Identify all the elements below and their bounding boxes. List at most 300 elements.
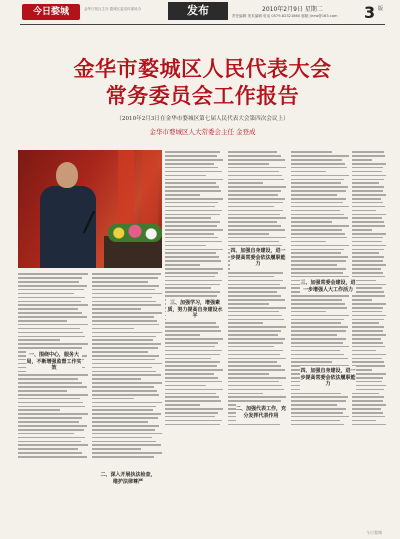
text-line: [165, 381, 222, 383]
text-line: [18, 421, 79, 423]
text-line: [228, 241, 279, 243]
text-line: [291, 295, 349, 297]
text-line: [18, 429, 84, 431]
text-line: [291, 237, 347, 239]
text-line: [291, 217, 348, 219]
text-line: [92, 273, 161, 275]
text-line: [18, 277, 82, 279]
text-line: [165, 416, 215, 418]
text-line: [165, 342, 218, 344]
text-line: [165, 194, 200, 196]
text-line: [92, 308, 141, 310]
text-line: [352, 202, 383, 204]
text-line: [352, 206, 385, 208]
text-line: [228, 319, 284, 321]
text-line: [228, 225, 281, 227]
text-line: [352, 393, 379, 395]
text-line: [18, 413, 88, 415]
text-line: [228, 272, 283, 274]
text-line: [228, 361, 277, 363]
text-line: [352, 315, 386, 317]
text-line: [165, 326, 219, 328]
text-line: [291, 233, 345, 235]
text-line: [92, 351, 148, 353]
text-line: [165, 171, 222, 173]
text-line: [165, 420, 222, 422]
text-line: [228, 291, 277, 293]
text-line: [165, 206, 215, 208]
text-line: [165, 202, 218, 204]
text-line: [18, 448, 78, 450]
text-line: [352, 385, 386, 387]
text-line: [352, 284, 386, 286]
text-line: [165, 245, 206, 247]
text-line: [291, 229, 342, 231]
title-line-1: 金华市婺城区人民代表大会: [73, 56, 332, 81]
text-line: [291, 303, 345, 305]
text-line: [165, 280, 222, 282]
text-line: [165, 167, 218, 169]
text-line: [165, 241, 222, 243]
text-line: [92, 448, 141, 450]
text-line: [291, 155, 349, 157]
text-line: [291, 416, 349, 418]
logo-subtitle: 金华日报社主办 婺城区委宣传部协办: [84, 7, 142, 11]
text-line: [291, 361, 332, 363]
text-line: [165, 159, 223, 161]
text-line: [352, 260, 383, 262]
text-line: [352, 249, 384, 251]
text-line: [291, 424, 344, 426]
text-line: [228, 182, 263, 184]
text-line: [291, 202, 343, 204]
text-line: [18, 437, 85, 439]
text-line: [18, 409, 60, 411]
text-line: [165, 284, 220, 286]
text-line: [92, 441, 156, 443]
text-line: [352, 303, 386, 305]
text-line: [92, 433, 162, 435]
subhead-7: 四、加强自身建设，进一步提高常委会依法履职能力: [300, 366, 356, 390]
text-line: [352, 268, 381, 270]
text-line: [352, 319, 384, 321]
text-line: [92, 304, 161, 306]
text-line: [228, 311, 279, 313]
text-line: [92, 421, 148, 423]
text-line: [165, 260, 221, 262]
text-line: [228, 295, 281, 297]
issue-date: 2010年2月9日 星期二: [262, 6, 323, 13]
text-line: [165, 179, 223, 181]
text-line: [165, 365, 217, 367]
text-line: [352, 252, 379, 254]
text-line: [291, 350, 340, 352]
text-line: [291, 420, 340, 422]
text-line: [18, 425, 87, 427]
text-line: [18, 382, 82, 384]
text-line: [291, 311, 326, 313]
text-line: [352, 241, 382, 243]
text-line: [165, 361, 220, 363]
text-line: [228, 381, 279, 383]
text-line: [18, 289, 84, 291]
text-line: [352, 311, 382, 313]
text-line: [352, 424, 386, 426]
text-line: [165, 155, 217, 157]
text-line: [18, 339, 60, 341]
text-line: [228, 167, 286, 169]
text-line: [165, 404, 200, 406]
header-meta: 责任编辑 美术编辑 电话 0579-82321860 邮箱 jinrw@163.com: [232, 14, 338, 18]
text-line: [92, 386, 154, 388]
text-line: [228, 322, 263, 324]
text-line: [92, 363, 162, 365]
text-line: [92, 289, 155, 291]
text-line: [352, 245, 386, 247]
text-line: [291, 272, 343, 274]
text-line: [352, 396, 384, 398]
text-line: [165, 264, 200, 266]
text-line: [291, 190, 346, 192]
text-line: [92, 312, 162, 314]
text-line: [291, 206, 349, 208]
text-column-5: [352, 150, 386, 522]
text-line: [352, 256, 384, 258]
subhead-4: 四、加强自身建设，进一步提高常委会依法履职能力: [230, 246, 286, 270]
text-line: [291, 346, 349, 348]
text-line: [165, 182, 216, 184]
text-line: [228, 284, 280, 286]
text-line: [18, 343, 88, 345]
text-line: [352, 186, 384, 188]
text-line: [92, 324, 159, 326]
text-line: [352, 175, 386, 177]
text-line: [352, 334, 386, 336]
text-line: [228, 171, 279, 173]
text-line: [228, 198, 285, 200]
text-line: [18, 378, 78, 380]
text-line: [228, 369, 285, 371]
text-line: [228, 221, 277, 223]
text-line: [165, 175, 206, 177]
text-line: [352, 342, 383, 344]
text-line: [228, 342, 283, 344]
text-line: [291, 264, 337, 266]
text-line: [18, 406, 85, 408]
text-line: [92, 437, 152, 439]
text-line: [18, 301, 81, 303]
text-line: [228, 350, 283, 352]
text-line: [92, 355, 159, 357]
text-line: [228, 280, 283, 282]
text-line: [352, 299, 372, 301]
subhead-1: 一、围绕中心，服务大局，不断增强监督工作实效: [26, 350, 82, 374]
text-line: [228, 303, 269, 305]
text-line: [92, 413, 161, 415]
text-line: [352, 350, 376, 352]
text-line: [228, 354, 280, 356]
text-line: [92, 406, 156, 408]
text-line: [352, 346, 385, 348]
text-line: [352, 416, 385, 418]
text-line: [352, 276, 385, 278]
text-line: [165, 198, 223, 200]
text-line: [352, 330, 383, 332]
text-line: [228, 330, 281, 332]
page-number: 3: [364, 3, 376, 22]
text-line: [291, 307, 347, 309]
text-line: [352, 365, 385, 367]
text-line: [291, 319, 344, 321]
text-line: [92, 382, 162, 384]
text-line: [352, 338, 381, 340]
text-line: [165, 393, 216, 395]
text-line: [228, 179, 284, 181]
article-subtitle: （2010年2月3日在金华市婺城区第七届人民代表大会第四次会议上）: [116, 116, 289, 122]
text-line: [291, 330, 346, 332]
text-line: [291, 198, 346, 200]
text-line: [352, 229, 372, 231]
text-line: [352, 179, 384, 181]
text-line: [18, 273, 88, 275]
text-line: [291, 221, 332, 223]
text-line: [165, 237, 218, 239]
text-line: [352, 182, 379, 184]
text-line: [228, 237, 286, 239]
text-line: [228, 389, 284, 391]
text-line: [291, 179, 344, 181]
text-line: [165, 276, 215, 278]
text-line: [291, 163, 345, 165]
text-line: [352, 237, 383, 239]
logo-text: 今日婺城: [32, 7, 69, 17]
text-line: [92, 444, 161, 446]
text-line: [165, 377, 218, 379]
text-line: [228, 334, 278, 336]
text-line: [18, 444, 88, 446]
text-line: [228, 424, 280, 426]
text-line: [352, 264, 386, 266]
text-line: [291, 182, 341, 184]
text-column-3: [228, 150, 286, 522]
text-line: [228, 338, 285, 340]
text-line: [228, 210, 283, 212]
text-line: [92, 374, 161, 376]
text-line: [228, 396, 286, 398]
subhead-2: 二、深入开展执法检查，维护法律尊严: [100, 470, 156, 487]
text-line: [352, 272, 383, 274]
text-line: [291, 322, 341, 324]
text-line: [92, 425, 159, 427]
text-line: [352, 221, 384, 223]
text-line: [18, 336, 85, 338]
text-line: [291, 194, 337, 196]
text-line: [92, 293, 162, 295]
text-line: [352, 155, 385, 157]
text-line: [18, 417, 82, 419]
text-line: [165, 350, 222, 352]
text-line: [18, 308, 78, 310]
text-line: [352, 214, 386, 216]
text-line: [18, 293, 74, 295]
text-line: [352, 389, 384, 391]
text-line: [291, 151, 332, 153]
text-line: [165, 396, 219, 398]
text-line: [165, 186, 219, 188]
text-line: [228, 151, 277, 153]
text-line: [291, 249, 344, 251]
text-line: [18, 324, 88, 326]
text-line: [165, 287, 211, 289]
text-line: [228, 365, 281, 367]
subhead-5: 二、加强代表工作，充分发挥代表作用: [236, 404, 286, 421]
text-line: [228, 307, 286, 309]
text-line: [165, 210, 222, 212]
page-number-suffix: 版: [378, 6, 384, 12]
text-line: [352, 400, 383, 402]
text-line: [352, 408, 381, 410]
text-line: [92, 378, 141, 380]
text-line: [228, 315, 282, 317]
text-line: [18, 347, 82, 349]
text-line: [165, 424, 220, 426]
text-line: [165, 322, 216, 324]
text-line: [18, 456, 87, 458]
text-line: [18, 402, 83, 404]
text-line: [352, 198, 381, 200]
text-line: [228, 175, 282, 177]
text-line: [228, 233, 269, 235]
text-line: [352, 233, 386, 235]
text-line: [165, 389, 223, 391]
text-line: [92, 452, 162, 454]
text-line: [228, 276, 274, 278]
text-line: [165, 369, 223, 371]
text-line: [352, 171, 382, 173]
text-line: [18, 398, 80, 400]
subhead-6: 三、加强常委会建设，进一步增强人大工作活力: [300, 278, 356, 295]
text-line: [18, 452, 82, 454]
text-line: [352, 354, 386, 356]
text-line: [92, 277, 158, 279]
text-line: [291, 338, 346, 340]
text-line: [352, 210, 376, 212]
text-line: [165, 225, 217, 227]
text-line: [165, 256, 219, 258]
text-line: [92, 398, 134, 400]
text-line: [92, 328, 134, 330]
text-line: [165, 190, 221, 192]
text-line: [228, 194, 278, 196]
text-line: [291, 159, 342, 161]
text-line: [165, 272, 218, 274]
text-line: [165, 217, 211, 219]
newspaper-logo[interactable]: [22, 4, 80, 20]
section-tab[interactable]: 发布: [168, 2, 228, 20]
text-line: [291, 256, 348, 258]
text-line: [352, 295, 385, 297]
text-line: [291, 260, 346, 262]
text-line: [228, 190, 281, 192]
text-line: [165, 295, 217, 297]
text-line: [352, 194, 386, 196]
text-line: [165, 400, 221, 402]
text-line: [92, 339, 153, 341]
masthead: [0, 0, 400, 24]
text-line: [291, 171, 326, 173]
text-line: [228, 155, 281, 157]
text-line: [228, 299, 285, 301]
speaker-photo: [18, 150, 162, 268]
text-line: [228, 400, 281, 402]
text-line: [291, 396, 348, 398]
text-line: [92, 343, 161, 345]
text-column-1a: [18, 272, 88, 522]
text-line: [291, 408, 346, 410]
text-line: [165, 385, 206, 387]
text-line: [228, 186, 286, 188]
text-line: [18, 386, 87, 388]
text-line: [92, 347, 158, 349]
text-line: [165, 412, 218, 414]
text-line: [291, 245, 349, 247]
text-line: [165, 151, 220, 153]
text-line: [92, 301, 156, 303]
text-line: [92, 332, 162, 334]
text-line: [165, 268, 223, 270]
text-line: [352, 404, 386, 406]
text-line: [352, 361, 384, 363]
text-line: [352, 381, 382, 383]
text-line: [92, 371, 156, 373]
text-line: [228, 159, 285, 161]
text-line: [228, 214, 280, 216]
text-line: [352, 225, 385, 227]
text-line: [352, 307, 383, 309]
text-line: [165, 346, 215, 348]
text-column-4: [291, 150, 349, 522]
text-line: [165, 221, 220, 223]
text-line: [165, 330, 221, 332]
text-line: [165, 338, 223, 340]
text-line: [291, 393, 341, 395]
text-line: [352, 163, 386, 165]
text-line: [352, 287, 382, 289]
text-line: [92, 297, 152, 299]
text-line: [291, 214, 344, 216]
text-line: [92, 367, 152, 369]
text-line: [165, 214, 220, 216]
text-line: [228, 206, 274, 208]
text-line: [228, 346, 274, 348]
text-line: [228, 163, 269, 165]
text-line: [92, 285, 159, 287]
text-line: [291, 400, 346, 402]
text-line: [92, 359, 155, 361]
text-line: [18, 390, 67, 392]
text-line: [291, 299, 342, 301]
text-line: [352, 412, 383, 414]
text-line: [18, 394, 88, 396]
text-line: [92, 336, 156, 338]
text-line: [165, 249, 223, 251]
text-line: [352, 373, 386, 375]
text-line: [352, 159, 372, 161]
text-line: [291, 175, 349, 177]
text-line: [165, 408, 223, 410]
text-line: [165, 358, 211, 360]
text-line: [228, 217, 286, 219]
